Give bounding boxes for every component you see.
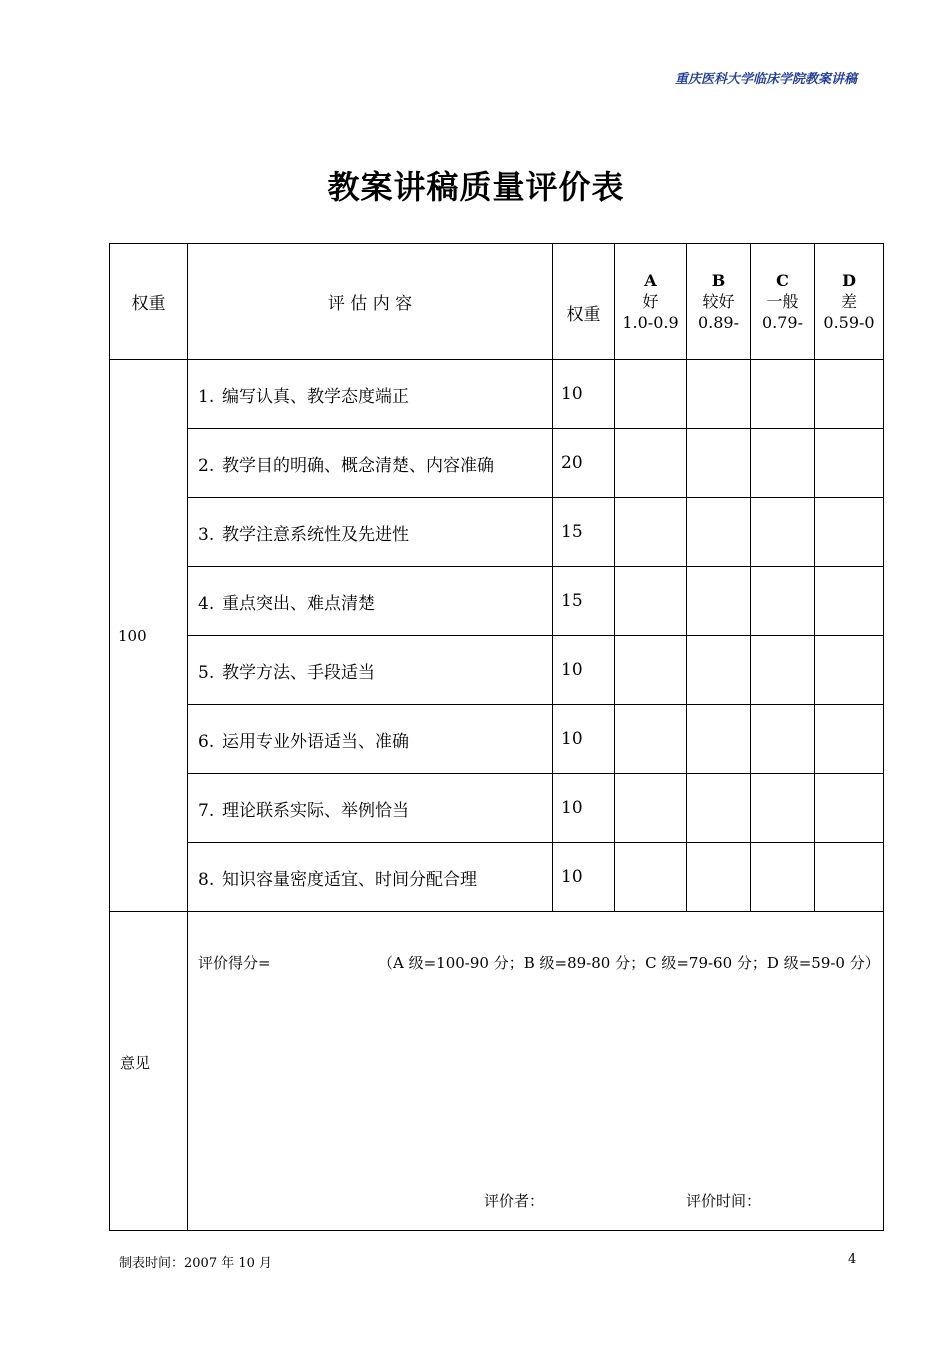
grade-d-header — [815, 244, 884, 360]
grade-a-cell[interactable] — [615, 498, 687, 567]
grade-b-cell[interactable] — [687, 636, 751, 705]
grade-label: 一般 — [766, 292, 799, 311]
item-weight: 10 — [553, 843, 615, 912]
item-weight: 10 — [553, 360, 615, 429]
table-row — [110, 498, 884, 567]
table-row — [110, 429, 884, 498]
item-content — [188, 567, 553, 636]
grade-c-cell[interactable] — [751, 636, 815, 705]
grade-c-cell[interactable] — [751, 774, 815, 843]
evaluation-table — [109, 243, 884, 1231]
grade-d-cell[interactable] — [815, 498, 884, 567]
header-content: 评 估 内 容 — [188, 244, 553, 360]
opinion-label: 意见 — [120, 1054, 151, 1072]
grade-c-cell[interactable] — [751, 705, 815, 774]
grade-range: 1.0-0.9 — [622, 313, 679, 332]
item-weight: 10 — [553, 774, 615, 843]
grade-d-cell[interactable] — [815, 567, 884, 636]
grade-letter: B — [711, 271, 726, 290]
grade-b-cell[interactable] — [687, 360, 751, 429]
table-row — [110, 705, 884, 774]
grade-letter: D — [842, 271, 856, 290]
grade-a-cell[interactable] — [615, 705, 687, 774]
school-header: 重庆医科大学临床学院教案讲稿 — [674, 72, 857, 87]
item-content — [188, 705, 553, 774]
item-weight: 15 — [553, 498, 615, 567]
item-text: 教学注意系统性及先进性 — [222, 524, 409, 545]
header-weight: 权重 — [110, 244, 188, 360]
grade-label: 较好 — [702, 292, 735, 311]
grade-a-cell[interactable] — [615, 843, 687, 912]
grade-b-cell[interactable] — [687, 774, 751, 843]
grade-c-cell[interactable] — [751, 843, 815, 912]
made-time: 制表时间：2007 年 10 月 — [119, 1256, 273, 1271]
score-note: （A 级=100-90 分；B 级=89-80 分；C 级=79-60 分；D 级=59-0 分） — [378, 954, 880, 972]
item-number: 4. — [198, 593, 215, 614]
table-row — [110, 774, 884, 843]
grade-d-cell[interactable] — [815, 429, 884, 498]
table-row — [110, 843, 884, 912]
grade-a-header — [615, 244, 687, 360]
item-text: 重点突出、难点清楚 — [222, 593, 375, 614]
item-text: 教学目的明确、概念清楚、内容准确 — [222, 455, 494, 476]
grade-b-header — [687, 244, 751, 360]
grade-c-cell[interactable] — [751, 429, 815, 498]
grade-a-cell[interactable] — [615, 636, 687, 705]
table-row — [110, 360, 884, 429]
grade-b-cell[interactable] — [687, 705, 751, 774]
opinion-row — [110, 912, 884, 1231]
item-number: 5. — [198, 662, 215, 683]
item-weight: 10 — [553, 705, 615, 774]
grade-c-header — [751, 244, 815, 360]
item-number: 7. — [198, 800, 215, 821]
header-item-weight: 权重 — [553, 244, 615, 360]
grade-c-cell[interactable] — [751, 567, 815, 636]
grade-d-cell[interactable] — [815, 843, 884, 912]
grade-a-cell[interactable] — [615, 360, 687, 429]
grade-label: 差 — [840, 292, 857, 311]
item-number: 3. — [198, 524, 215, 545]
item-text: 知识容量密度适宜、时间分配合理 — [222, 869, 477, 890]
item-content — [188, 774, 553, 843]
grade-d-cell[interactable] — [815, 705, 884, 774]
item-weight: 15 — [553, 567, 615, 636]
item-weight: 20 — [553, 429, 615, 498]
grade-c-cell[interactable] — [751, 498, 815, 567]
item-content — [188, 360, 553, 429]
evaluator-label: 评价者： — [484, 1192, 545, 1210]
table-header-row — [110, 244, 884, 360]
grade-d-cell[interactable] — [815, 774, 884, 843]
grade-d-cell[interactable] — [815, 636, 884, 705]
table-row — [110, 636, 884, 705]
grade-label: 好 — [642, 292, 659, 311]
item-text: 教学方法、手段适当 — [222, 662, 375, 683]
eval-time-label: 评价时间： — [686, 1192, 762, 1210]
grade-range: 0.79- — [761, 313, 804, 332]
grade-b-cell[interactable] — [687, 498, 751, 567]
score-label: 评价得分= — [198, 954, 271, 972]
item-content — [188, 843, 553, 912]
grade-a-cell[interactable] — [615, 774, 687, 843]
grade-b-cell[interactable] — [687, 843, 751, 912]
item-content — [188, 636, 553, 705]
grade-letter: C — [776, 271, 789, 290]
grade-range: 0.89- — [697, 313, 740, 332]
grade-a-cell[interactable] — [615, 567, 687, 636]
grade-c-cell[interactable] — [751, 360, 815, 429]
item-content — [188, 498, 553, 567]
grade-b-cell[interactable] — [687, 567, 751, 636]
item-content — [188, 429, 553, 498]
item-text: 运用专业外语适当、准确 — [222, 731, 409, 752]
item-number: 8. — [198, 869, 215, 890]
item-number: 1. — [198, 386, 215, 407]
opinion-cell[interactable] — [188, 912, 884, 1231]
table-row — [110, 567, 884, 636]
page-title: 教案讲稿质量评价表 — [327, 168, 625, 206]
total-weight: 100 — [110, 360, 188, 912]
grade-b-cell[interactable] — [687, 429, 751, 498]
item-text: 理论联系实际、举例恰当 — [222, 800, 409, 821]
item-number: 2. — [198, 455, 215, 476]
opinion-label-cell — [110, 912, 188, 1231]
grade-range: 0.59-0 — [823, 313, 875, 332]
page-number: 4 — [848, 1252, 857, 1267]
item-weight: 10 — [553, 636, 615, 705]
grade-a-cell[interactable] — [615, 429, 687, 498]
item-number: 6. — [198, 731, 215, 752]
grade-letter: A — [644, 271, 657, 290]
item-text: 编写认真、教学态度端正 — [222, 386, 409, 407]
grade-d-cell[interactable] — [815, 360, 884, 429]
